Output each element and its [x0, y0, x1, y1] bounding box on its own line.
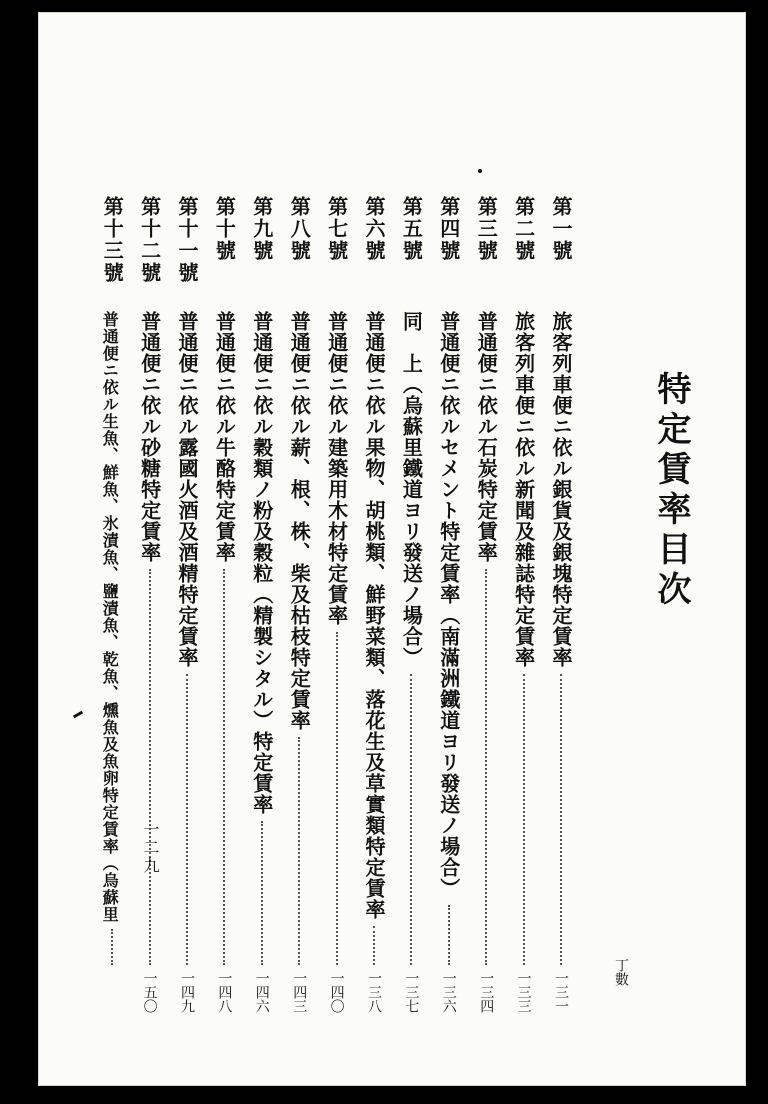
- entry-page: 一四九: [179, 971, 195, 1013]
- entry-page: 一四八: [216, 971, 233, 1013]
- entry-number: 第八號: [287, 196, 312, 262]
- leader-dots: [410, 674, 412, 965]
- leader-dots: [186, 674, 188, 965]
- entry-title: 普通便ニ依ル石炭特定賃率: [474, 311, 499, 563]
- toc-entry: [96, 13, 130, 923]
- toc-entry: [246, 13, 280, 1013]
- toc-entry: [321, 13, 355, 1013]
- entry-title: 普通便ニ依ル果物、胡桃類、鮮野菜類、落花生及草實類特定賃率: [362, 311, 386, 920]
- leader-dots: [261, 821, 263, 965]
- entry-number: 第十一號: [175, 196, 199, 284]
- entry-page: 一三八: [366, 971, 382, 1013]
- toc-entry: [283, 13, 317, 1013]
- toc-entry: [470, 13, 504, 1013]
- entry-title: 普通便ニ依ル建築用木材特定賃率: [324, 311, 349, 626]
- leader-dots: [223, 569, 225, 965]
- entry-number: 第四號: [436, 196, 461, 262]
- toc-entry: [395, 13, 429, 1013]
- toc-entry: [134, 13, 168, 1013]
- entry-page: 一三七: [403, 971, 420, 1013]
- leader-dots: [336, 632, 338, 965]
- entry-title: 普通便ニ依ル砂糖特定賃率: [137, 311, 162, 563]
- entry-number: 第二號: [511, 196, 536, 262]
- folio-number: 一二九: [141, 821, 160, 875]
- leader-dots: [485, 569, 487, 965]
- leader-dots: [448, 905, 450, 965]
- document-page: [38, 12, 746, 1086]
- entry-title: 普通便ニ依ル薪、根、株、柴及枯枝特定賃率: [287, 311, 312, 731]
- entry-number: 第十號: [212, 196, 237, 262]
- leader-dots: [149, 569, 151, 965]
- entry-number: 第十二號: [137, 196, 162, 284]
- leader-dots: [111, 929, 113, 965]
- entry-page: 一三四: [478, 971, 495, 1013]
- entry-page: 一三六: [440, 971, 457, 1013]
- entry-title: 旅客列車便ニ依ル銀貨及銀塊特定賃率: [549, 311, 573, 668]
- entry-title: 普通便ニ依ルセメント特定賃率（南滿洲鐵道ヨリ發送ノ場合）: [436, 311, 461, 899]
- entry-page: 一四六: [253, 971, 270, 1013]
- leader-dots: [298, 737, 300, 965]
- entry-number: 第六號: [362, 196, 386, 262]
- entry-page: 一五〇: [141, 971, 158, 1013]
- entry-number: 第九號: [249, 196, 274, 262]
- scan-stroke: [73, 711, 83, 719]
- toc-entry: [208, 13, 242, 1013]
- entry-page: 一四〇: [328, 971, 345, 1013]
- entry-title: 普通便ニ依ル露國火酒及酒精特定賃率: [175, 311, 199, 668]
- page-number-header: 丁數: [613, 958, 629, 986]
- leader-dots: [560, 674, 562, 965]
- entry-number: 第七號: [324, 196, 349, 262]
- entry-title: 普通便ニ依ル穀類ノ粉及穀粒（精製シタル）特定賃率: [249, 311, 274, 815]
- entry-title: 普通便ニ依ル生魚、鮮魚、氷漬魚、鹽漬魚、乾魚、燻魚及魚卵特定賃率（烏蘇里: [100, 311, 120, 923]
- entry-title: 旅客列車便ニ依ル新聞及雜誌特定賃率: [511, 311, 536, 668]
- entry-title: 同 上（烏蘇里鐵道ヨリ發送ノ場合）: [399, 311, 424, 668]
- entry-number: 第一號: [549, 196, 573, 262]
- entry-number: 第五號: [399, 196, 424, 262]
- entry-number: 第三號: [474, 196, 499, 262]
- leader-dots: [373, 926, 375, 965]
- toc-entry: [433, 13, 467, 1013]
- toc-entry: [508, 13, 542, 1013]
- page-title: 特定賃率目次: [651, 371, 691, 611]
- toc-entry: [358, 13, 392, 1013]
- entry-title: 普通便ニ依ル牛酪特定賃率: [212, 311, 237, 563]
- toc-entry: [171, 13, 205, 1013]
- entry-page: 一四三: [291, 971, 308, 1013]
- entry-page: 一三三: [515, 971, 532, 1013]
- leader-dots: [523, 674, 525, 965]
- entry-number: 第十三號: [100, 196, 125, 284]
- toc-entry: [545, 13, 579, 1013]
- entry-page: 一三一: [553, 971, 569, 1013]
